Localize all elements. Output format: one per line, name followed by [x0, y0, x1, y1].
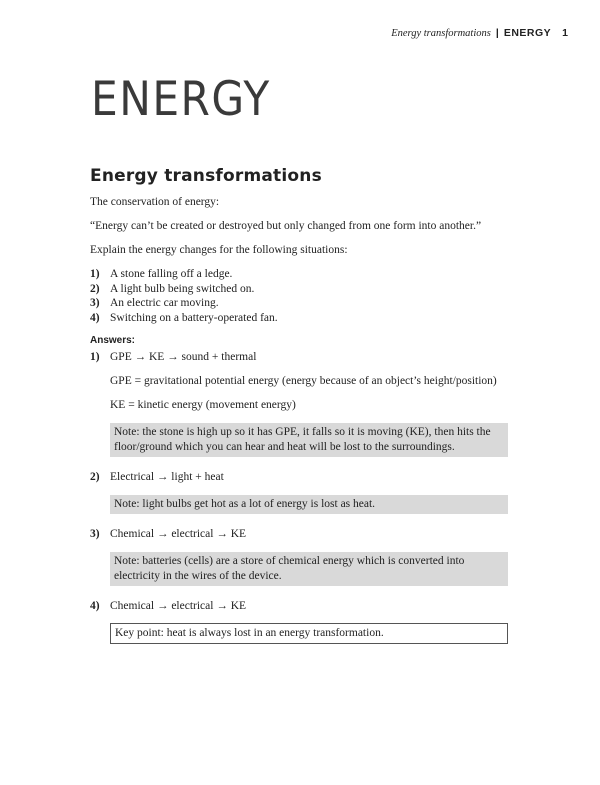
list-item: 2) A light bulb being switched on. — [90, 282, 255, 295]
instruction-text: Explain the energy changes for the following situations: — [90, 244, 348, 256]
list-item: 3) An electric car moving. — [90, 297, 219, 309]
list-item: 4) Switching on a battery-operated fan. — [90, 311, 278, 324]
header-chapter-title: ENERGY — [503, 27, 552, 39]
answer-3-chain: 3) Chemical → electrical → KE — [90, 528, 247, 540]
answer-3-note: Note: batteries (cells) are a store of chemical energy which is converted into electricity in the wires of the device. — [110, 552, 508, 586]
answer-1-chain: 1) GPE → KE → sound + thermal — [90, 351, 257, 363]
key-point-box: Key point: heat is always lost in an energy transformation. — [110, 623, 508, 644]
header-separator: | — [495, 27, 499, 39]
section-heading: Energy transformations — [90, 166, 322, 186]
page-content — [90, 166, 520, 644]
answer-2-note: Note: light bulbs get hot as a lot of energy is lost as heat. — [110, 495, 508, 514]
chapter-title: ENERGY — [91, 72, 271, 127]
conservation-quote: “Energy can’t be created or destroyed but only changed from one form into another.” — [90, 220, 482, 232]
answers-label: Answers: — [90, 335, 136, 346]
list-item: 1) A stone falling off a ledge. — [90, 268, 233, 280]
task-list — [90, 267, 520, 325]
gpe-definition: GPE = gravitational potential energy (energy because of an object’s height/position) — [110, 375, 497, 387]
answer-2-chain: 2) Electrical → light + heat — [90, 471, 224, 483]
header-section-title: Energy transformations — [391, 27, 491, 39]
running-header — [391, 27, 568, 39]
answer-1-note: Note: the stone is high up so it has GPE, it falls so it is moving (KE), then hits the floor/ground which you can hear and heat will be lost to the surroundings. — [110, 423, 508, 457]
intro-text: The conservation of energy: — [90, 196, 220, 208]
page-number: 1 — [562, 27, 568, 39]
ke-definition: KE = kinetic energy (movement energy) — [110, 399, 296, 411]
answer-4-chain: 4) Chemical → electrical → KE — [90, 600, 247, 612]
